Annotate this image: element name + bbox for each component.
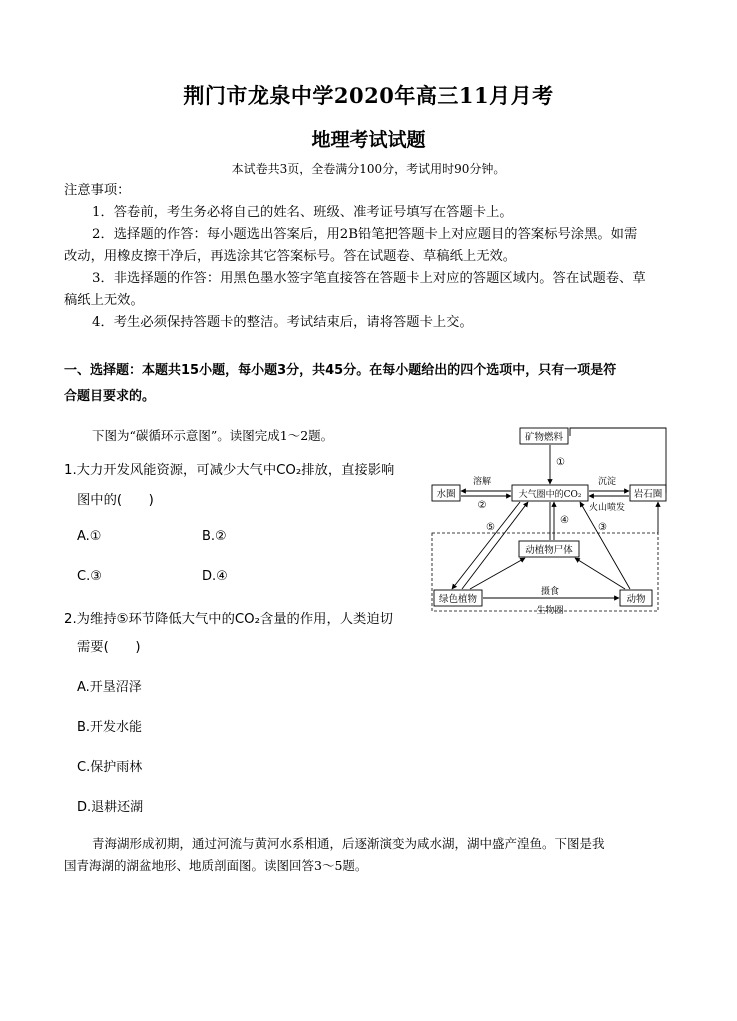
note-item-4: 4．考生必须保持答题卡的整洁。考试结束后，请将答题卡上交。	[92, 315, 473, 330]
q1-option-a[interactable]: A.①	[77, 529, 102, 544]
q1-option-b[interactable]: B.②	[202, 529, 227, 544]
label-n5: ⑤	[486, 522, 495, 533]
label-n3: ③	[598, 522, 607, 533]
q2-option-b[interactable]: B.开发水能	[77, 720, 143, 735]
notes-heading: 注意事项：	[64, 183, 131, 198]
label-n2: ②	[477, 500, 487, 511]
line-rock-fuel	[570, 428, 666, 493]
page-title: 荆门市龙泉中学2020年高三11月月考	[183, 83, 554, 108]
arrow-atm-to-plants	[452, 502, 520, 589]
biosphere-label: 生物圈	[536, 606, 564, 616]
note-item-2-line-2: 改动，用橡皮擦干净后，再选涂其它答案标号。答在试题卷、草稿纸上无效。	[64, 249, 517, 264]
section-heading-line-1: 一、选择题：本题共15小题，每小题3分，共45分。在每小题给出的四个选项中，只有一项是符	[64, 363, 617, 378]
arrow-animals-to-remains	[575, 558, 625, 589]
volcano-label: 火山喷发	[588, 503, 626, 513]
label-n1: ①	[556, 457, 565, 468]
note-item-1: 1．答卷前，考生务必将自己的姓名、班级、准考证号填写在答题卡上。	[92, 205, 513, 220]
dissolve-label: 溶解	[472, 477, 492, 487]
q2-option-d[interactable]: D.退耕还湖	[77, 800, 144, 815]
atmosphere-label: 大气圈中的CO₂	[518, 490, 582, 500]
deposit-label: 沉淀	[597, 477, 617, 487]
arrow-plants-to-remains	[470, 558, 525, 589]
q1-stem-line-1: 1.大力开发风能资源，可减少大气中CO₂排放，直接影响	[64, 463, 395, 478]
ingest-label: 摄食	[540, 587, 560, 597]
note-item-2-line-1: 2．选择题的作答：每小题选出答案后，用2B铅笔把答题卡上对应题目的答案标号涂黑。如需	[92, 227, 638, 242]
page-subtitle: 地理考试试题	[311, 129, 426, 151]
intro-1: 下图为“碳循环示意图”。读图完成1～2题。	[92, 428, 334, 443]
q2-option-a[interactable]: A.开垦沼泽	[77, 680, 142, 695]
remains-label: 动植物尸体	[525, 545, 573, 556]
plants-label: 绿色植物	[438, 594, 478, 605]
q2-stem-line-2: 需要( )	[77, 640, 141, 655]
intro-2-line-1: 青海湖形成初期，通过河流与黄河水系相通，后逐渐演变为咸水湖，湖中盛产湟鱼。下图是我	[92, 836, 605, 851]
lithosphere-label: 岩石圈	[633, 489, 663, 500]
q2-option-c[interactable]: C.保护雨林	[77, 760, 143, 775]
exam-info: 本试卷共3页，全卷满分100分，考试用时90分钟。	[231, 162, 506, 176]
label-n4: ④	[560, 515, 569, 526]
note-item-3-line-2: 稿纸上无效。	[64, 293, 144, 308]
intro-2-line-2: 国青海湖的湖盆地形、地质剖面图。读图回答3～5题。	[64, 858, 368, 873]
q1-option-d[interactable]: D.④	[202, 569, 228, 584]
q2-stem-line-1: 2.为维持⑤环节降低大气中的CO₂含量的作用，人类迫切	[64, 612, 393, 627]
arrow-plants-to-atm	[462, 502, 528, 589]
q1-option-c[interactable]: C.③	[77, 569, 102, 584]
q1-stem-line-2: 图中的( )	[77, 493, 154, 508]
note-item-3-line-1: 3．非选择题的作答：用黑色墨水签字笔直接答在答题卡上对应的答题区域内。答在试题卷、草	[92, 271, 646, 286]
hydrosphere-label: 水圈	[436, 489, 456, 500]
animals-label: 动物	[626, 594, 646, 605]
arrow-animals-to-atm	[580, 502, 630, 589]
mineral-fuel-label: 矿物燃料	[524, 432, 564, 443]
carbon-cycle-diagram	[420, 420, 670, 620]
section-heading-line-2: 合题目要求的。	[64, 389, 156, 404]
